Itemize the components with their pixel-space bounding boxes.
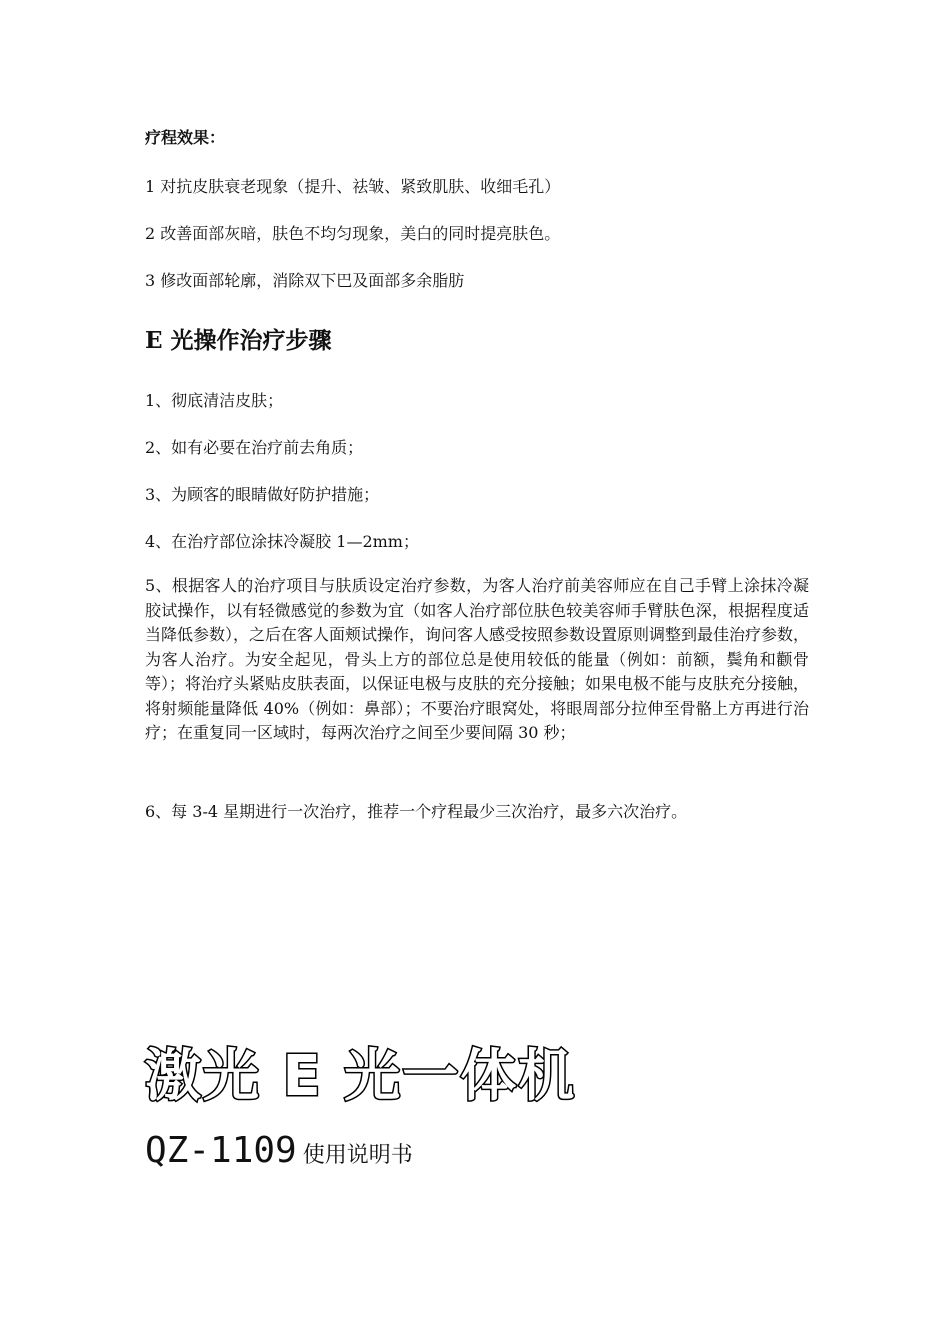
- effect-item: 1 对抗皮肤衰老现象（提升、祛皱、紧致肌肤、收细毛孔）: [145, 177, 561, 196]
- procedure-step: 2、如有必要在治疗前去角质；: [145, 438, 364, 457]
- model-line: [145, 1130, 413, 1171]
- effect-item: 3 修改面部轮廓，消除双下巴及面部多余脂肪: [145, 271, 465, 290]
- model-code: QZ-1109: [145, 1130, 297, 1171]
- manual-label: 使用说明书: [302, 1143, 413, 1168]
- effects-heading: 疗程效果：: [145, 128, 226, 147]
- procedure-title: E 光操作治疗步骤: [145, 327, 332, 354]
- procedure-step: 3、为顾客的眼睛做好防护措施；: [145, 485, 380, 504]
- procedure-step: 4、在治疗部位涂抹冷凝胶 1—2mm；: [145, 532, 419, 551]
- product-title: 激光 E 光一体机: [145, 1044, 577, 1109]
- effect-item: 2 改善面部灰暗，肤色不均匀现象，美白的同时提亮肤色。: [145, 224, 561, 243]
- procedure-step: 1、彻底清洁皮肤；: [145, 391, 284, 410]
- procedure-step: 5、根据客人的治疗项目与肤质设定治疗参数，为客人治疗前美容师应在自己手臂上涂抹冷凝胶试操作，以有轻微感觉的参数为宜（如客人治疗部位肤色较美容师手臂肤色深，根据程度适当降低参数），之后在客人面颊试操作，询问客人感受按照参数设置原则调整到最佳治疗参数，为客人治疗。为安全起见，骨头上方的部位总是使用较低的能量（例如：前额，鬓角和颧骨等）；将治疗头紧贴皮肤表面，以保证电极与皮肤的充分接触；如果电极不能与皮肤充分接触，将射频能量降低 40%（例如：鼻部）；不要治疗眼窝处，将眼周部分拉伸至骨骼上方再进行治疗；在重复同一区域时，每两次治疗之间至少要间隔 30 秒；: [145, 576, 810, 742]
- procedure-step: 6、每 3-4 星期进行一次治疗，推荐一个疗程最少三次治疗，最多六次治疗。: [145, 802, 688, 821]
